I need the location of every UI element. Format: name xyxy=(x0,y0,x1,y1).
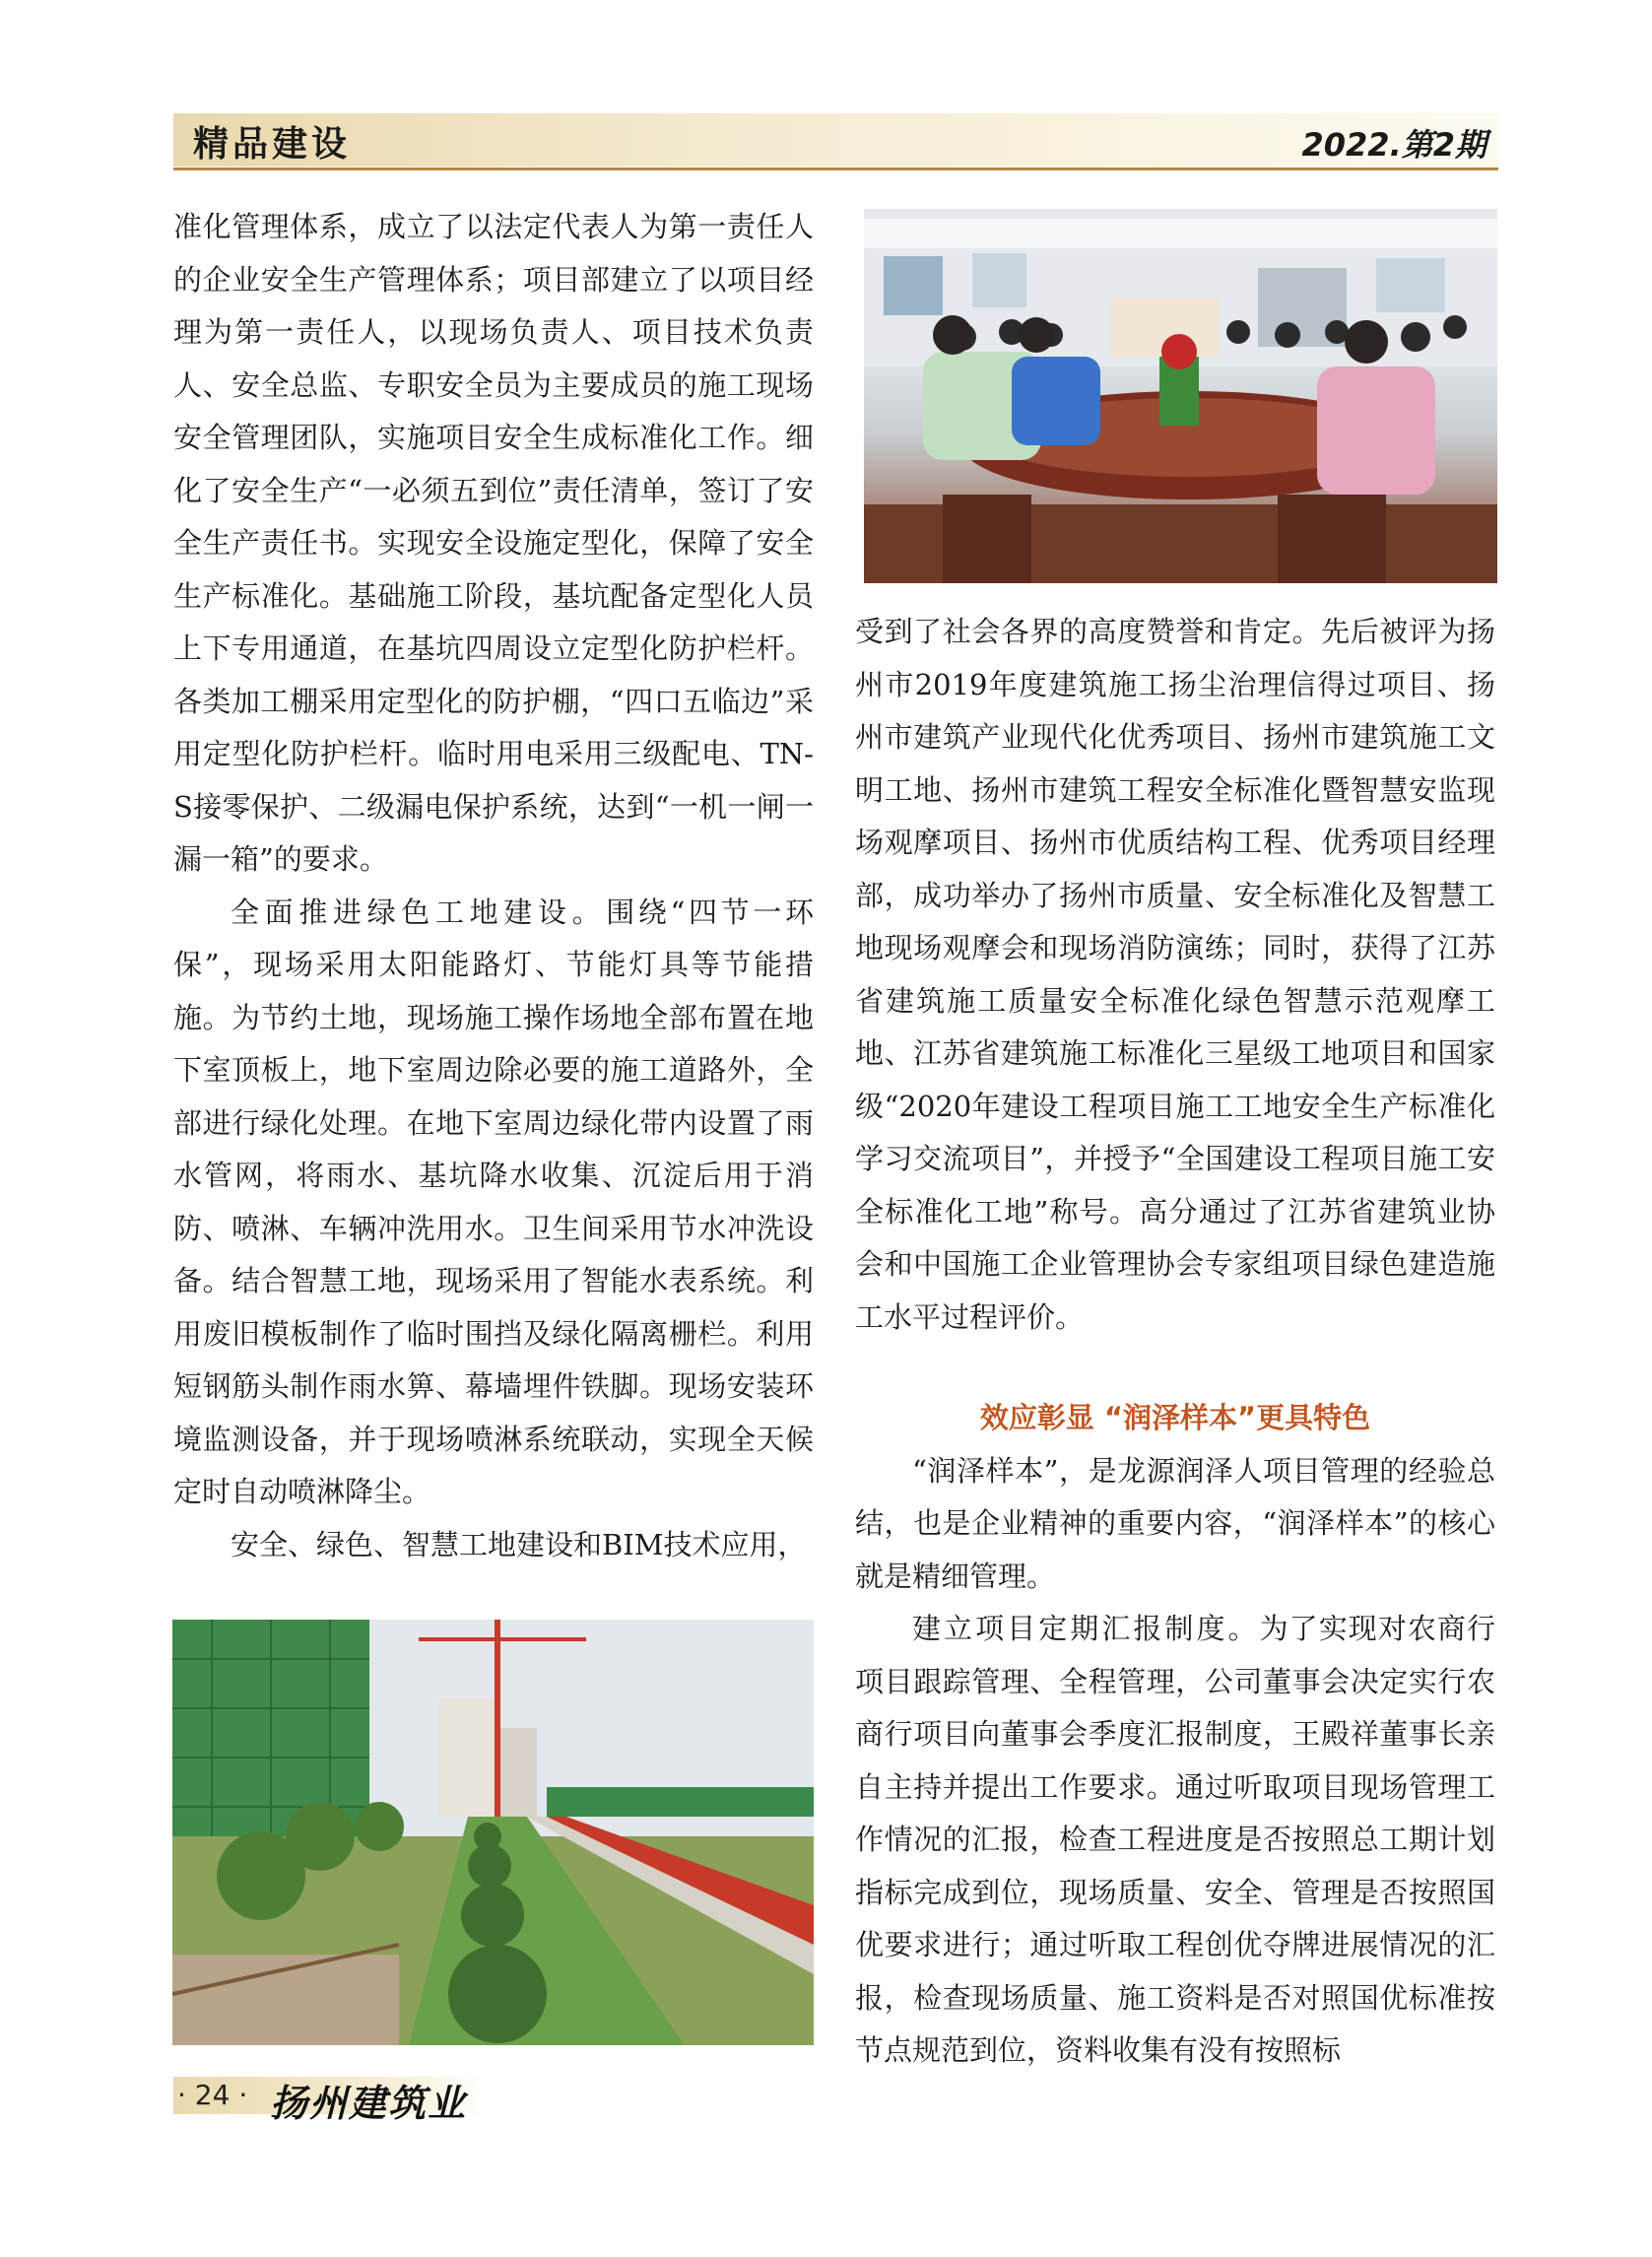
section-subheading: 效应彰显 “润泽样本”更具特色 xyxy=(979,1401,1371,1434)
page-footer xyxy=(173,2073,489,2125)
magazine-logo: 扬州建筑业 xyxy=(270,2081,468,2125)
header-rule xyxy=(173,167,1498,170)
left-paragraph-3: 安全、绿色、智慧工地建设和BIM技术应用， xyxy=(231,1527,807,1561)
green-site-photo xyxy=(172,1620,814,2045)
left-paragraph-1: 准化管理体系，成立了以法定代表人为第一责任人的企业安全生产管理体系；项目部建立了以项目经理为第一责任人，以现场负责人、项目技术负责人、安全总监、专职安全员为主要成员的施工现场安全管理团队，实施项目安全生成标准化工作。细化了安全生产“一必须五到位”责任清单，签订了安全生产责任书。实现安全设施定型化，保障了安全生产标准化。基础施工阶段，基坑配备定型化人员上下专用通道，在基坑四周设立定型化防护栏杆。各类加工棚采用定型化的防护棚，“四口五临边”采用定型化防护栏杆。临时用电采用三级配电、TN-S接零保护、二级漏电保护系统，达到“一机一闸一漏一箱”的要求。 xyxy=(173,210,814,876)
green-site-body: 围绕“四节一环保”，现场采用太阳能路灯、节能灯具等节能措施。为节约土地，现场施工操作场地全部布置在地下室顶板上，地下室周边除必要的施工道路外，全部进行绿化处理。在地下室周边绿化带内设置了雨水管网，将雨水、基坑降水收集、沉淀后用于消防、喷淋、车辆冲洗用水。卫生间采用节水冲洗设备。结合智慧工地，现场采用了智能水表系统。利用废旧模板制作了临时围挡及绿化隔离栅栏。利用短钢筋头制作雨水箅、幕墙埋件铁脚。现场安装环境监测设备，并于现场喷淋系统联动，实现全天候定时自动喷淋降尘。 xyxy=(173,895,814,1508)
header-band xyxy=(173,113,1498,166)
right-paragraph-1: 受到了社会各界的高度赞誉和肯定。先后被评为扬州市2019年度建筑施工扬尘治理信得过项目、扬州市建筑产业现代化优秀项目、扬州市建筑施工文明工地、扬州市建筑工程安全标准化暨智慧安监现场观摩项目、扬州市优质结构工程、优秀项目经理部，成功举办了扬州市质量、安全标准化及智慧工地现场观摩会和现场消防演练；同时，获得了江苏省建筑施工质量安全标准化绿色智慧示范观摩工地、江苏省建筑施工标准化三星级工地项目和国家级“2020年建设工程项目施工工地安全生产标准化学习交流项目”，并授予“全国建设工程项目施工安全标准化工地”称号。高分通过了江苏省建筑业协会和中国施工企业管理协会专家组项目绿色建造施工水平过程评价。 xyxy=(855,615,1495,1334)
page-header xyxy=(0,0,1652,187)
left-paragraph-2 xyxy=(173,887,814,1519)
right-column-upper xyxy=(855,606,1495,1344)
right-paragraph-2: “润泽样本”，是龙源润泽人项目管理的经验总结，也是企业精神的重要内容，“润泽样本”的核心就是精细管理。 xyxy=(855,1453,1495,1593)
page-number: · 24 · xyxy=(177,2079,248,2111)
meeting-photo-drawing xyxy=(864,209,1497,583)
section-title: 精品建设 xyxy=(193,124,352,165)
report-system-lead: 建立项目定期汇报制度。 xyxy=(912,1612,1260,1645)
left-column xyxy=(173,201,814,1571)
right-paragraph-3 xyxy=(855,1603,1495,2078)
meeting-photo xyxy=(864,209,1497,583)
right-column-lower xyxy=(855,1392,1495,2078)
issue-number: 2022.第2期 xyxy=(1301,126,1487,164)
report-system-body: 为了实现对农商行项目跟踪管理、全程管理，公司董事会决定实行农商行项目向董事会季度汇报制度，王殿祥董事长亲自主持并提出工作要求。通过听取项目现场管理工作情况的汇报，检查工程进度是否按照总工期计划指标完成到位，现场质量、安全、管理是否按照国优要求进行；通过听取工程创优夺牌进展情况的汇报，检查现场质量、施工资料是否对照国优标准按节点规范到位，资料收集有没有按照标 xyxy=(855,1612,1495,2067)
green-site-lead: 全面推进绿色工地建设。 xyxy=(231,895,607,929)
green-site-photo-drawing xyxy=(172,1620,814,2045)
